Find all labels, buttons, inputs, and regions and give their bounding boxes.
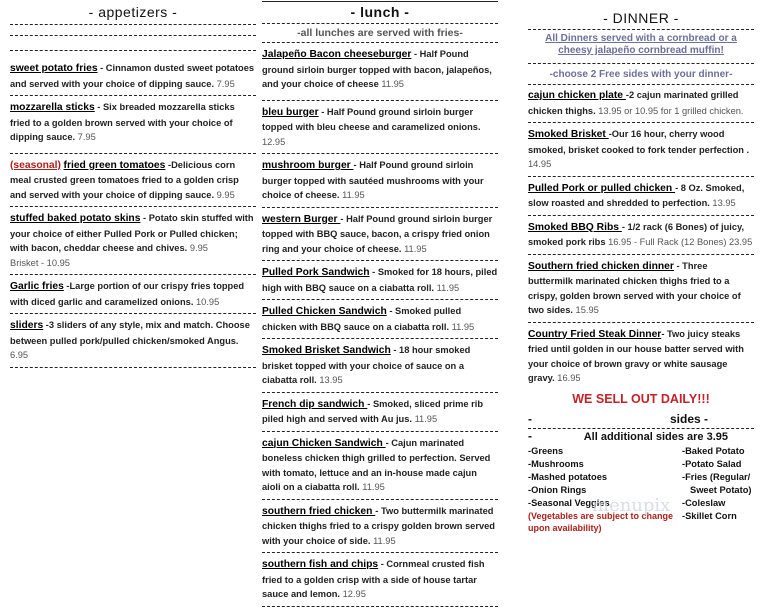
divider <box>10 153 256 154</box>
menu-item <box>528 259 754 318</box>
item-price: 12.95 <box>262 136 286 147</box>
sides-all-price: All additional sides are 3.95 <box>583 430 728 443</box>
side-item: -Baked Potato <box>682 445 745 456</box>
item-desc: - Two buttermilk marinated chicken thighs fried to a crispy golden brown served with your choice of side. <box>262 505 495 546</box>
menu-item <box>262 436 498 495</box>
sides-list <box>528 445 754 534</box>
divider <box>528 63 754 64</box>
side-item: -Fries (Regular/ <box>682 471 751 482</box>
item-desc: - Smoked, sliced prime rib piled high and served with Au jus. <box>262 398 484 424</box>
item-price: 11.95 <box>381 79 404 89</box>
item-price: 11.95 <box>362 482 385 492</box>
side-item: -Coleslaw <box>682 497 726 508</box>
item-name: Jalapeño Bacon cheeseburger <box>262 49 412 60</box>
appetizers-column <box>10 0 256 372</box>
divider <box>262 431 498 432</box>
item-price: 13.95 <box>712 198 736 208</box>
item-desc: - Three buttermilk marinated chicken thighs fried to a crispy, golden brown served with your choice of two sides. <box>528 260 741 315</box>
menu-item <box>10 100 256 145</box>
menu-item <box>528 327 754 386</box>
divider <box>10 367 256 368</box>
item-name: Pulled Pork Sandwich <box>262 267 370 278</box>
menu-item <box>10 158 256 203</box>
dinner-title: - DINNER - <box>603 10 679 26</box>
side-item: -Seasonal Veggies <box>528 497 610 508</box>
menu-item <box>262 504 498 549</box>
divider <box>262 499 498 500</box>
divider <box>10 24 256 25</box>
item-desc: - Smoked pulled chicken with BBQ sauce on a ciabatta roll. <box>262 306 462 332</box>
divider <box>10 35 256 36</box>
divider <box>528 122 754 123</box>
sides-right-column <box>682 445 754 534</box>
item-price: 11.95 <box>436 282 460 293</box>
item-name: sweet potato fries <box>10 63 98 74</box>
lunch-subtitle: -all lunches are served with fries- <box>297 27 463 39</box>
sell-out-notice: WE SELL OUT DAILY!!! <box>572 391 710 406</box>
item-price: 16.95 - Full Rack (12 Bones) 23.95 <box>608 237 753 247</box>
divider <box>262 606 498 607</box>
item-price: 16.95 <box>557 373 581 383</box>
divider <box>262 23 498 24</box>
item-name: southern fried chicken <box>262 505 376 517</box>
item-desc: -Delicious corn meal crusted green tomatoes fried to a golden crisp and served with your choice of dipping sauce. <box>10 159 239 200</box>
item-price: 6.95 <box>10 350 29 360</box>
item-name: southern fish and chips <box>262 559 379 570</box>
item-desc: - Half Pound ground sirloin burger topped with BBQ sauce, bacon, a crispy fried onion ring and your choice of cheese. <box>262 213 493 254</box>
item-name: mushroom burger <box>262 160 354 171</box>
menu-item <box>262 343 498 388</box>
item-desc: - Six breaded mozzarella sticks fried to a golden brown served with your choice of dipping sauce. <box>10 102 235 142</box>
divider <box>262 153 498 154</box>
item-name: western Burger <box>262 213 341 225</box>
item-name: Garlic fries <box>10 281 64 292</box>
sides-left-column <box>528 445 682 534</box>
item-desc: - Half Pound ground sirloin burger topped with sautéed mushrooms with your choice of cheese. <box>262 160 484 200</box>
item-price: 11.95 <box>451 321 475 332</box>
item-name: mozzarella sticks <box>10 102 95 113</box>
menu-item <box>528 220 754 250</box>
sides-dash: - <box>528 411 532 426</box>
side-item: Sweet Potato) <box>690 484 752 495</box>
divider <box>528 84 754 85</box>
item-name: Smoked Brisket <box>528 129 609 140</box>
menu-item <box>262 212 498 257</box>
item-name: French dip sandwich <box>262 398 368 410</box>
menu-item <box>262 557 498 602</box>
watermark: menupix <box>592 495 671 516</box>
item-price: 15.95 <box>575 305 599 315</box>
item-price: 7.95 <box>216 78 235 89</box>
item-desc: - 8 Oz. Smoked, slow roasted and shredded to perfection. <box>528 182 745 208</box>
divider <box>262 299 498 300</box>
item-name: Pulled Pork or pulled chicken <box>528 182 676 194</box>
side-item: -Potato Salad <box>682 458 742 469</box>
item-price: 14.95 <box>528 159 552 169</box>
side-item: -Onion Rings <box>528 484 587 495</box>
sides-header <box>528 412 754 426</box>
item-price: 11.95 <box>404 243 427 254</box>
item-name: bleu burger <box>262 106 319 118</box>
divider <box>528 322 754 323</box>
dinner-column <box>528 0 754 534</box>
sides-dash: - <box>528 428 532 443</box>
menu-item <box>528 127 754 172</box>
item-desc: - Potato skin stuffed with your choice of either Pulled Pork or Pulled chicken; with bacon, cheddar cheese and chives. <box>10 213 254 253</box>
seasonal-tag: (seasonal) <box>10 159 61 171</box>
item-price: 10.95 <box>195 296 220 307</box>
divider <box>262 1 498 2</box>
divider <box>10 50 256 51</box>
item-desc: - Cajun marinated boneless chicken thigh grilled to perfection. Served with tomato, lettuce and an in-house made cajun aioli on a ciabatta roll. <box>262 437 491 492</box>
menu-item <box>10 211 256 270</box>
divider <box>10 274 256 275</box>
divider <box>528 176 754 177</box>
item-desc: -Large portion of our crispy fries topped with diced garlic and caramelized onions. <box>10 281 245 307</box>
side-item: -Mashed potatoes <box>528 471 608 482</box>
item-desc: - 1/2 rack (6 Bones) of juicy, smoked pork ribs <box>528 221 745 247</box>
item-name: fried green tomatoes <box>63 159 166 171</box>
item-name: Country Fried Steak Dinner <box>528 328 662 340</box>
menu-item <box>528 181 754 211</box>
item-price: 13.95 <box>319 375 343 385</box>
item-desc: -2 cajun marinated grilled chicken thighs. <box>528 90 739 116</box>
divider <box>262 338 498 339</box>
divider <box>528 29 754 30</box>
menu-item <box>10 279 256 309</box>
item-name: Smoked Brisket Sandwich <box>262 345 391 356</box>
item-desc: - 18 hour smoked brisket topped with your choice of sauce on a ciabatta roll. <box>262 345 471 385</box>
divider <box>262 207 498 208</box>
divider <box>528 215 754 216</box>
item-price: 9.95 <box>189 243 208 253</box>
sides-title: sides - <box>669 411 708 426</box>
side-item: -Skillet Corn <box>682 510 737 521</box>
item-name: cajun chicken plate <box>528 90 626 101</box>
item-price: 7.95 <box>77 132 96 142</box>
menu-item <box>262 105 498 150</box>
divider <box>10 95 256 96</box>
item-price: 11.95 <box>373 535 396 546</box>
sides-all-row <box>528 429 754 443</box>
menu-item <box>262 397 498 427</box>
menu-item <box>262 265 498 295</box>
divider <box>262 42 498 43</box>
side-item: -Mushrooms <box>528 458 584 469</box>
item-desc: - Smoked for 18 hours, piled high with BBQ sauce on a ciabatta roll. <box>262 267 498 293</box>
item-desc: - Two juicy steaks fried until golden in our house batter served with your choice of brown gravy or white sausage gravy. <box>528 328 744 383</box>
dinner-subtitle: -choose 2 Free sides with your dinner- <box>549 69 733 80</box>
item-name: sliders <box>10 320 44 331</box>
menu-item <box>528 88 754 118</box>
item-name: stuffed baked potato skins <box>10 213 141 224</box>
item-name: cajun Chicken Sandwich <box>262 437 386 449</box>
menu-item <box>262 158 498 203</box>
menu-item <box>262 47 498 92</box>
item-desc: - Half Pound ground sirloin burger topped with bleu cheese and caramelized onions. <box>262 106 481 132</box>
menu-item <box>10 318 256 363</box>
item-desc: - Half Pound ground sirloin burger topped with bacon, jalapeños, and your choice of cheese <box>262 49 492 89</box>
item-price: 12.95 <box>342 589 366 599</box>
lunch-column <box>262 0 498 611</box>
menu-item <box>10 61 256 91</box>
item-price: 11.95 <box>342 190 365 200</box>
divider <box>10 313 256 314</box>
appetizers-title: - appetizers - <box>88 4 178 20</box>
divider <box>262 392 498 393</box>
divider <box>262 552 498 553</box>
item-desc: - Cornmeal crusted fish fried to a golden crisp with a side of house tartar sauce and lemon. <box>262 559 485 599</box>
lunch-title: - lunch - <box>350 4 410 20</box>
item-desc: -Our 16 hour, cherry wood smoked, brisket cooked to fork tender perfection . <box>528 129 750 155</box>
item-desc: - Cinnamon dusted sweet potatoes and served with your choice of dipping sauce. <box>10 63 255 89</box>
item-extra-price: Brisket - 10.95 <box>10 257 70 268</box>
item-name: Southern fried chicken dinner <box>528 260 674 272</box>
dinner-cornbread-note: All Dinners served with a cornbread or a cheesy jalapeño cornbread muffin! <box>545 33 737 56</box>
item-price: 13.95 or 10.95 for 1 grilled chicken. <box>598 105 744 116</box>
divider <box>528 254 754 255</box>
item-price: 9.95 <box>216 189 235 200</box>
side-item: -Greens <box>528 445 564 456</box>
item-name: Pulled Chicken Sandwich <box>262 306 387 317</box>
item-price: 11.95 <box>414 414 438 424</box>
item-desc: -3 sliders of any style, mix and match. Choose between pulled pork/pulled chicken/smoked Angus. <box>10 320 250 346</box>
divider <box>262 100 498 101</box>
menu-item <box>262 304 498 334</box>
divider <box>10 206 256 207</box>
item-name: Smoked BBQ Ribs <box>528 221 622 233</box>
divider <box>262 260 498 261</box>
vegetable-availability-note: (Vegetables are subject to change upon availability) <box>528 510 674 533</box>
